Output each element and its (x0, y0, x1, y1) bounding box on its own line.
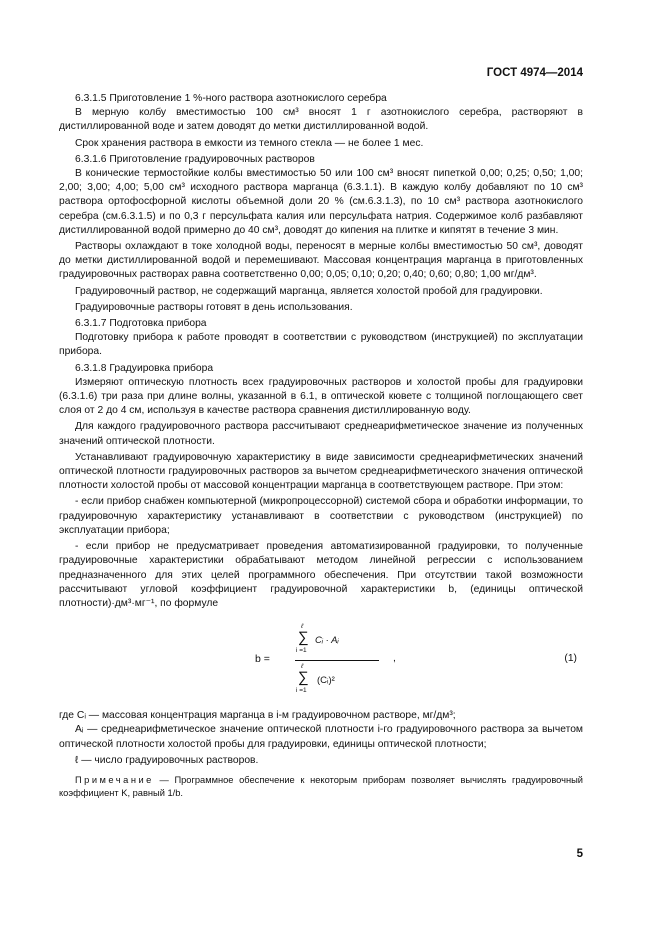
definition-c: где Cᵢ — массовая концентрация марганца в i-м градуировочном растворе, мг/дм³; (59, 710, 456, 722)
formula-denominator (295, 663, 387, 703)
denominator-sum-upper-limit: ℓ (301, 663, 304, 671)
note (59, 774, 583, 801)
section-6315-paragraph-1: В мерную колбу вместимостью 100 см³ вносят 1 г азотнокислого серебра, растворяют в дистиллированной воде и затем доводят до метки дистиллированной водой. (59, 107, 583, 133)
denominator-sum-lower-limit: i =1 (296, 687, 307, 695)
section-6315-paragraph-2: Срок хранения раствора в емкости из темного стекла — не более 1 мес. (75, 137, 424, 149)
section-6317-paragraph-1: Подготовку прибора к работе проводят в соответствии с руководством (инструкцией) по эксплуатации прибора. (59, 332, 583, 358)
section-6315-title: 6.3.1.5 Приготовление 1 %-ного раствора азотнокислого серебра (75, 93, 387, 104)
section-6317-title: 6.3.1.7 Подготовка прибора (75, 318, 207, 330)
numerator-sum-sign: ∑ (298, 629, 309, 647)
formula-trailing-comma: , (393, 653, 396, 665)
fraction-bar (295, 660, 379, 661)
formula-1 (59, 619, 583, 707)
page-content (59, 92, 583, 801)
section-6318-paragraph-5: - если прибор не предусматривает проведения автоматизированной градуировки, то полученные градуировочные характеристики обрабатывают методом линейной регрессии с использованием предназначенного для этих целей программного обеспечения. При отсутствии такой возможности рассчитывают угловой коэффициент градуировочной характеристики b, (единицы оптической плотности)·дм³·мг⁻¹, по формуле (59, 541, 583, 609)
denominator-sum-sign: ∑ (298, 669, 309, 687)
formula-lhs: b = (255, 653, 270, 666)
denominator-term: (Cᵢ)² (317, 675, 335, 687)
formula-numerator (295, 619, 387, 659)
section-6316-paragraph-1: В конические термостойкие колбы вместимостью 50 или 100 см³ вносят пипеткой 0,00; 0,25; 0,50; 1,00; 2,00; 3,00; 4,00; 5,00 см³ исходного раствора марганца (6.3.1.1). В каждую колбу добавляют по 10 см³ раствора ортофосфорной кислоты объемной доли 20 % (см.6.3.1.3), по 10 см³ раствора азотнокислого серебра (см.6.3.1.5) и по 0,3 г персульфата калия или персульфата натрия. Содержимое колб разбавляют дистиллированной водой примерно до 40 см³, доводят до кипения на плитке и кипятят в течение 3 мин. (59, 168, 583, 236)
note-label: Примечание (75, 774, 154, 785)
note-text: — Программное обеспечение к некоторым приборам позволяет вычислять градуировочный коэффициент K, равный 1/b. (59, 774, 583, 799)
section-6316-paragraph-4: Градуировочные растворы готовят в день использования. (75, 301, 353, 313)
page-number: 5 (576, 848, 583, 860)
numerator-term: Cᵢ · Aᵢ (315, 635, 339, 647)
section-6318-title: 6.3.1.8 Градуировка прибора (75, 362, 214, 374)
section-6318-paragraph-2: Для каждого градуировочного раствора рассчитывают среднеарифметическое значение из полученных значений оптической плотности. (59, 421, 583, 447)
numerator-sum-lower-limit: i =1 (296, 647, 307, 655)
document-code: ГОСТ 4974—2014 (486, 67, 583, 79)
section-6318-paragraph-1: Измеряют оптическую плотность всех градуировочных растворов и холостой пробы для градуировки (6.3.1.6) три раза при длине волны, указанной в 6.1, в оптической кювете с толщиной поглощающего свет слоя от 2 до 4 см, используя в качестве раствора сравнения дистиллированную воду. (59, 376, 583, 417)
section-6316-paragraph-2: Растворы охлаждают в токе холодной воды, переносят в мерные колбы вместимостью 50 см³, доводят до метки дистиллированной водой и перемешивают. Массовая концентрация марганца в приготовленных градуировочных растворах равна соответственно 0,00; 0,05; 0,10; 0,20; 0,40; 0,60; 0,80; 1,00 мг/дм³. (59, 241, 583, 281)
section-6318-paragraph-4: - если прибор снабжен компьютерной (микропроцессорной) системой сбора и обработки информации, то градуировочную характеристику устанавливают в соответствии с руководством (инструкцией) по эксплуатации прибора; (59, 496, 583, 536)
formula-fraction (295, 619, 387, 695)
definition-l: ℓ — число градуировочных растворов. (75, 754, 259, 766)
numerator-sum-upper-limit: ℓ (301, 623, 304, 631)
section-6316-title: 6.3.1.6 Приготовление градуировочных растворов (75, 153, 315, 165)
definition-a: Aᵢ — среднеарифметическое значение оптической плотности i-го градуировочного раствора за вычетом оптической плотности холостой пробы для градуировки, единицы оптической плотности; (59, 724, 583, 750)
section-6316-paragraph-3: Градуировочный раствор, не содержащий марганца, является холостой пробой для градуировки. (75, 285, 543, 297)
section-6318-paragraph-3: Устанавливают градуировочную характеристику в виде зависимости среднеарифметических значений оптической плотности градуировочных растворов за вычетом среднеарифметического значения оптической плотности холостой пробы от массовой концентрации марганца в соответствующем растворе. При этом: (59, 451, 583, 492)
equation-number: (1) (564, 653, 577, 665)
